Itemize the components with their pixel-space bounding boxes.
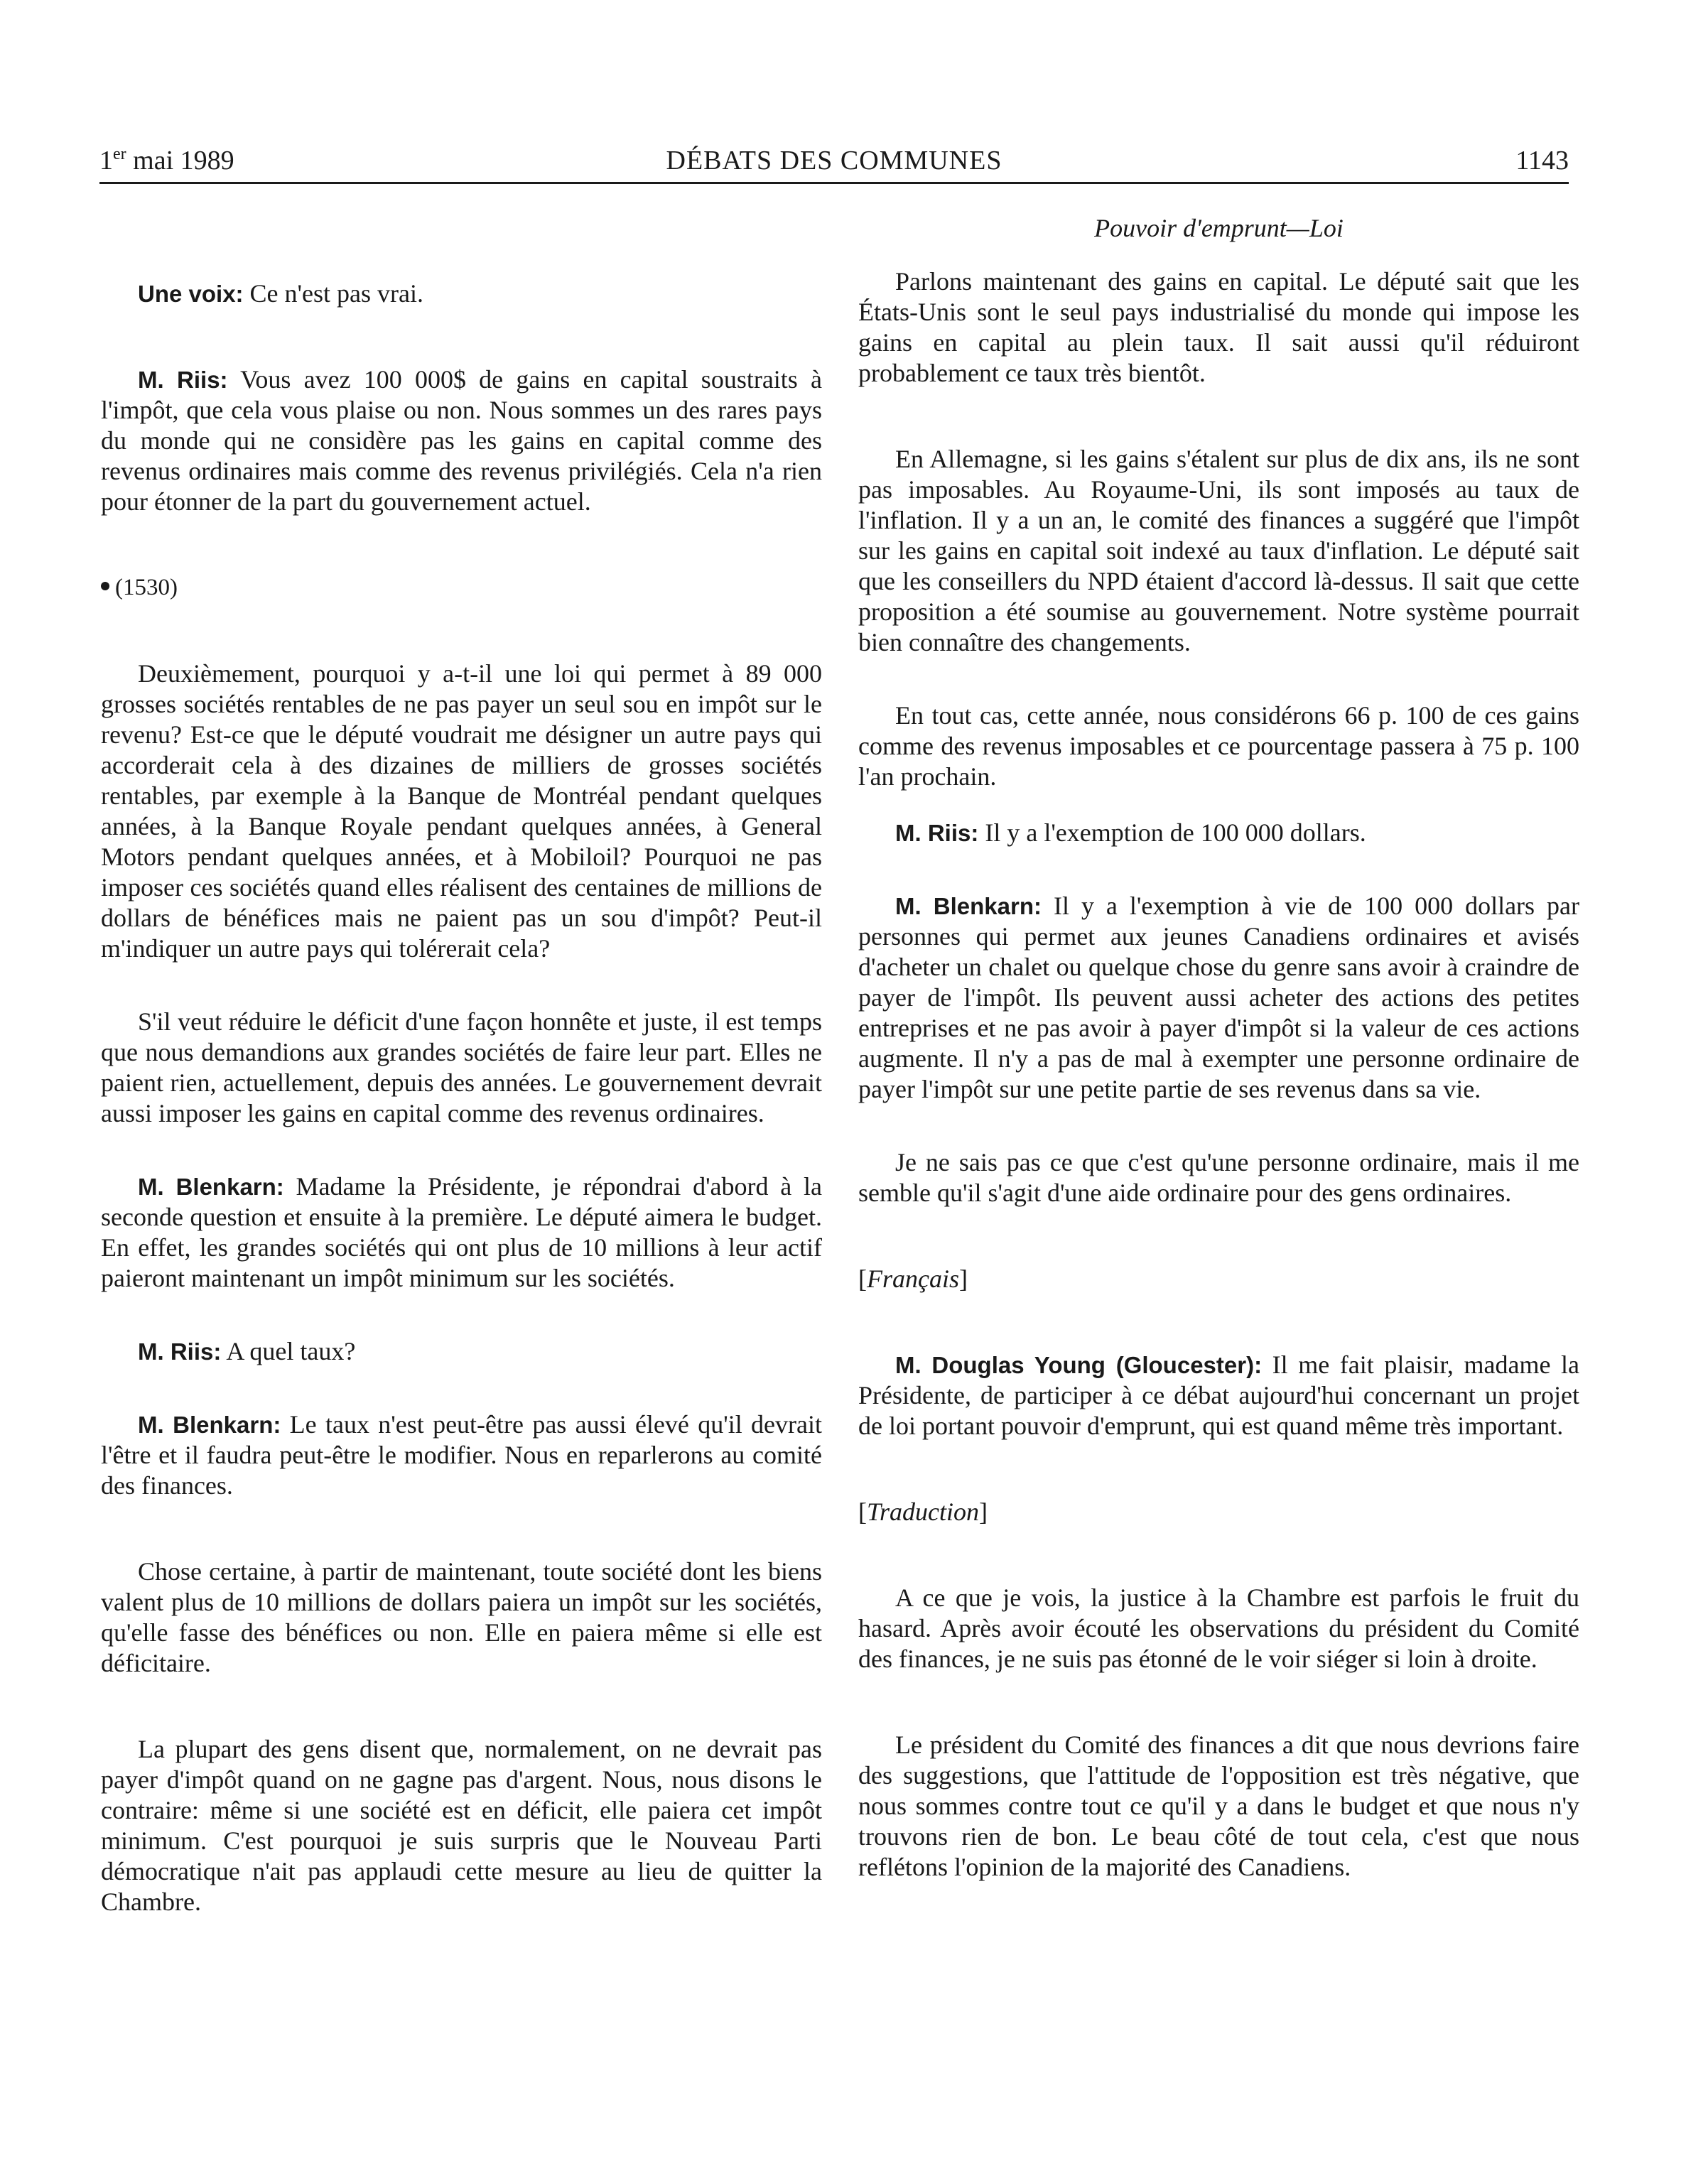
paragraph: En Allemagne, si les gains s'étalent sur plus de dix ans, ils ne sont pas imposables. Au Royaume-Uni, ils sont imposés au taux de l'inflation. Il y a un an, le comité des finances a suggéré que l'impôt sur les gains en capital soit indexé au taux d'inflation. Le député sait que les conseillers du NPD étaient d'accord là-dessus. Il sait que cette proposition a été soumise au gouvernement. Notre système pourrait bien connaître des changements.	[858, 445, 1579, 656]
speech-text: Il y a l'exemption de 100 000 dollars.	[978, 818, 1366, 847]
speech-text: Vous avez 100 000$ de gains en capital soustraits à l'impôt, que cela vous plaise ou non. Nous sommes un des rares pays du monde qui ne considère pas les gains en capital comme des revenus ordinaires mais comme des revenus privilégiés. Cela n'a rien pour étonner de la part du gouvernement actuel.	[101, 365, 822, 516]
paragraph	[101, 1171, 822, 1294]
paragraph: Deuxièmement, pourquoi y a-t-il une loi qui permet à 89 000 grosses sociétés rentables de ne pas payer un seul sou en impôt sur le revenu? Est-ce que le député voudrait me désigner un autre pays qui accorderait cela à des dizaines de milliers de grosses sociétés rentables, par exemple à la Banque de Montréal pendant quelques années, à la Banque Royale pendant quelques années, à General Motors pendant quelques années, et à Mobiloil? Pourquoi ne pas imposer ces sociétés quand elles réalisent des centaines de millions de dollars de bénéfices mais ne paient pas un sou d'impôt? Peut-il m'indiquer un autre pays qui tolérerait cela?	[101, 659, 822, 963]
speaker-name: M. Blenkarn:	[895, 893, 1042, 919]
date-month-year: mai 1989	[126, 146, 234, 175]
paragraph	[858, 818, 1579, 848]
speaker-name: M. Riis:	[138, 367, 228, 393]
speaker-name: Une voix:	[138, 281, 244, 307]
paragraph: A ce que je vois, la justice à la Chambre est parfois le fruit du hasard. Après avoir écouté les observations du président du Comité des finances, je ne suis pas étonné de le voir siéger si loin à droite.	[858, 1583, 1579, 1673]
right-column	[858, 213, 1579, 1883]
speaker-name: M. Douglas Young (Gloucester):	[895, 1352, 1263, 1378]
paragraph: S'il veut réduire le déficit d'une façon honnête et juste, il est temps que nous demandions aux grandes sociétés de faire leur part. Elles ne paient rien, actuellement, depuis des années. Le gouvernement devrait aussi imposer les gains en capital comme des revenus ordinaires.	[101, 1007, 822, 1127]
header-rule	[99, 182, 1569, 184]
bullet-icon	[101, 582, 109, 590]
speech-text: Madame la Présidente, je répondrai d'abord à la seconde question et ensuite à la première. Le député aimera le budget. En effet, les grandes sociétés qui ont plus de 10 millions à leur actif paieront maintenant un impôt minimum sur les sociétés.	[101, 1172, 822, 1292]
paragraph: En tout cas, cette année, nous considérons 66 p. 100 de ces gains comme des revenus imposables et ce pourcentage passera à 75 p. 100 l'an prochain.	[858, 701, 1579, 791]
date-ordinal-suffix: er	[113, 145, 126, 163]
paragraph	[858, 1350, 1579, 1441]
time-text: (1530)	[115, 575, 178, 600]
date-day: 1	[99, 146, 113, 175]
paragraph	[101, 278, 822, 309]
speaker-name: M. Blenkarn:	[138, 1412, 281, 1438]
speech-text: A quel taux?	[221, 1337, 356, 1365]
language-tag-text: Traduction	[867, 1498, 980, 1526]
running-head: Pouvoir d'emprunt—Loi	[1094, 214, 1344, 242]
speaker-name: M. Riis:	[895, 820, 979, 846]
paragraph: La plupart des gens disent que, normalement, on ne devrait pas payer d'impôt quand on ne gagne pas d'argent. Nous, nous disons le contraire: même si une société est en déficit, elle paiera cet impôt minimum. C'est pourquoi je suis surpris que le Nouveau Parti démocratique n'ait pas applaudi cette mesure au lieu de quitter la Chambre.	[101, 1735, 822, 1916]
page-number: 1143	[1515, 146, 1569, 175]
language-tag: [Français]	[858, 1265, 968, 1293]
page-header	[99, 141, 1569, 180]
speech-text: Le taux n'est peut-être pas aussi élevé qu'il devrait l'être et il faudra peut-être le modifier. Nous en reparlerons au comité des finances.	[101, 1410, 822, 1500]
paragraph: Le président du Comité des finances a dit que nous devrions faire des suggestions, que l'attitude de l'opposition est très négative, que nous sommes contre tout ce qu'il y a dans le budget et que nous n'y trouvons rien de bon. Le beau côté de tout cela, c'est que nous reflétons l'opinion de la majorité des Canadiens.	[858, 1731, 1579, 1881]
paragraph	[101, 364, 822, 517]
speech-text: Il me fait plaisir, madame la Présidente, de participer à ce débat aujourd'hui concernant un projet de loi portant pouvoir d'emprunt, qui est quand même très important.	[858, 1350, 1580, 1440]
speech-text: Ce n'est pas vrai.	[243, 279, 423, 308]
speech-text: Il y a l'exemption à vie de 100 000 dollars par personnes qui permet aux jeunes Canadiens ordinaires et avisés d'acheter un chalet ou quelque chose du genre sans avoir à craindre de payer de l'impôt. Ils peuvent aussi acheter des actions des petites entreprises et ne pas avoir à payer d'impôt si la valeur de ces actions augmente. Il n'y a pas de mal à exempter une personne ordinaire de payer l'impôt sur une petite partie de ses revenus dans sa vie.	[858, 892, 1579, 1103]
header-title: DÉBATS DES COMMUNES	[666, 146, 1002, 175]
left-column	[101, 213, 822, 1917]
speaker-name: M. Riis:	[138, 1338, 222, 1365]
paragraph: Je ne sais pas ce que c'est qu'une personne ordinaire, mais il me semble qu'il s'agit d'une aide ordinaire pour des gens ordinaires.	[858, 1148, 1579, 1207]
paragraph	[858, 891, 1579, 1105]
speaker-name: M. Blenkarn:	[138, 1174, 284, 1200]
paragraph: Chose certaine, à partir de maintenant, toute société dont les biens valent plus de 10 millions de dollars paiera un impôt sur les sociétés, qu'elle fasse des bénéfices ou non. Elle en paiera même si elle est déficitaire.	[101, 1557, 822, 1677]
paragraph: Parlons maintenant des gains en capital. Le député sait que les États-Unis sont le seul pays industrialisé du monde qui impose les gains en capital au plein taux. Il sait aussi qu'il réduiront probablement ce taux très bientôt.	[858, 267, 1579, 387]
time-marker	[101, 573, 822, 603]
paragraph	[101, 1409, 822, 1501]
language-tag-text: Français	[867, 1265, 959, 1293]
language-tag: [Traduction]	[858, 1498, 988, 1526]
paragraph	[101, 1336, 822, 1367]
